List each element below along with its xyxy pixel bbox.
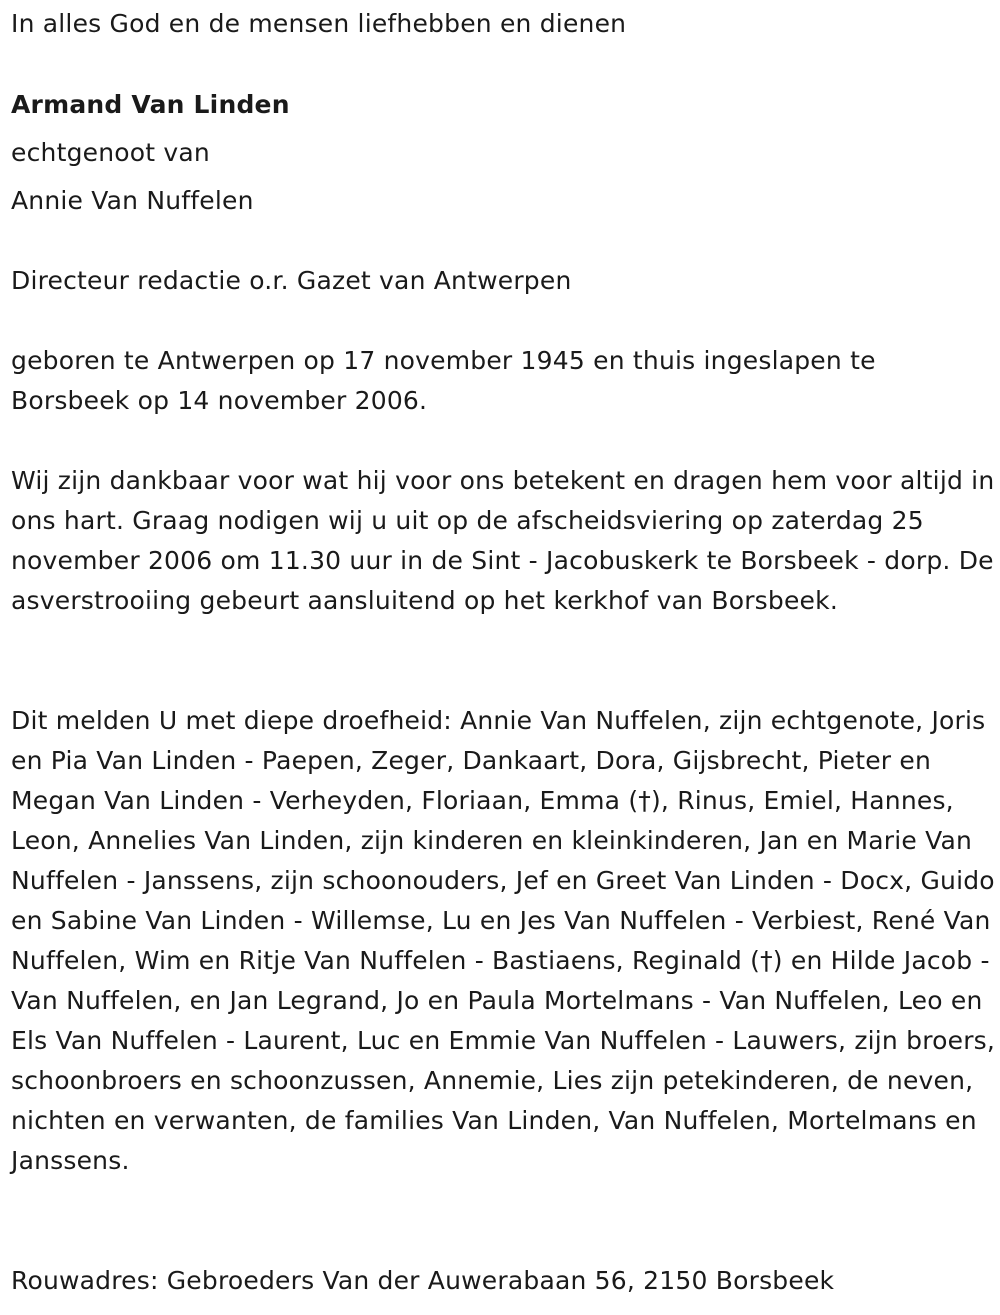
ceremony-paragraph: Wij zijn dankbaar voor wat hij voor ons betekent en dragen hem voor altijd in ons hart. Graag nodigen wij u uit op de afscheidsviering op zaterdag 25 november 2006 om 11.30 uur in de Sint - Jacobuskerk te Borsbeek - dorp. De asverstrooiing gebeurt aansluitend op het kerkhof van Borsbeek.	[11, 466, 995, 615]
occupation: Directeur redactie o.r. Gazet van Antwerpen	[11, 266, 572, 295]
birth-death-paragraph: geboren te Antwerpen op 17 november 1945 en thuis ingeslapen te Borsbeek op 14 november 2006.	[11, 346, 876, 415]
motto: In alles God en de mensen liefhebben en dienen	[11, 9, 627, 38]
family-paragraph: Dit melden U met diepe droefheid: Annie Van Nuffelen, zijn echtgenote, Joris en Pia Van Linden - Paepen, Zeger, Dankaart, Dora, Gijsbrecht, Pieter en Megan Van Linden - Verheyden, Floriaan, Emma (†), Rinus, Emiel, Hannes, Leon, Annelies Van Linden, zijn kinderen en kleinkinderen, Jan en Marie Van Nuffelen - Janssens, zijn schoonouders, Jef en Greet Van Linden - Docx, Guido en Sabine Van Linden - Willemse, Lu en Jes Van Nuffelen - Verbiest, René Van Nuffelen, Wim en Ritje Van Nuffelen - Bastiaens, Reginald (†) en Hilde Jacob - Van Nuffelen, en Jan Legrand, Jo en Paula Mortelmans - Van Nuffelen, Leo en Els Van Nuffelen - Laurent, Luc en Emmie Van Nuffelen - Lauwers, zijn broers, schoonbroers en schoonzussen, Annemie, Lies zijn petekinderen, de neven, nichten en verwanten, de families Van Linden, Van Nuffelen, Mortelmans en Janssens.	[11, 706, 996, 1175]
mourning-address: Rouwadres: Gebroeders Van der Auwerabaan 56, 2150 Borsbeek	[11, 1266, 835, 1295]
relation-text: echtgenoot van	[11, 138, 210, 167]
spouse-name: Annie Van Nuffelen	[11, 186, 254, 215]
deceased-name: Armand Van Linden	[11, 90, 290, 119]
